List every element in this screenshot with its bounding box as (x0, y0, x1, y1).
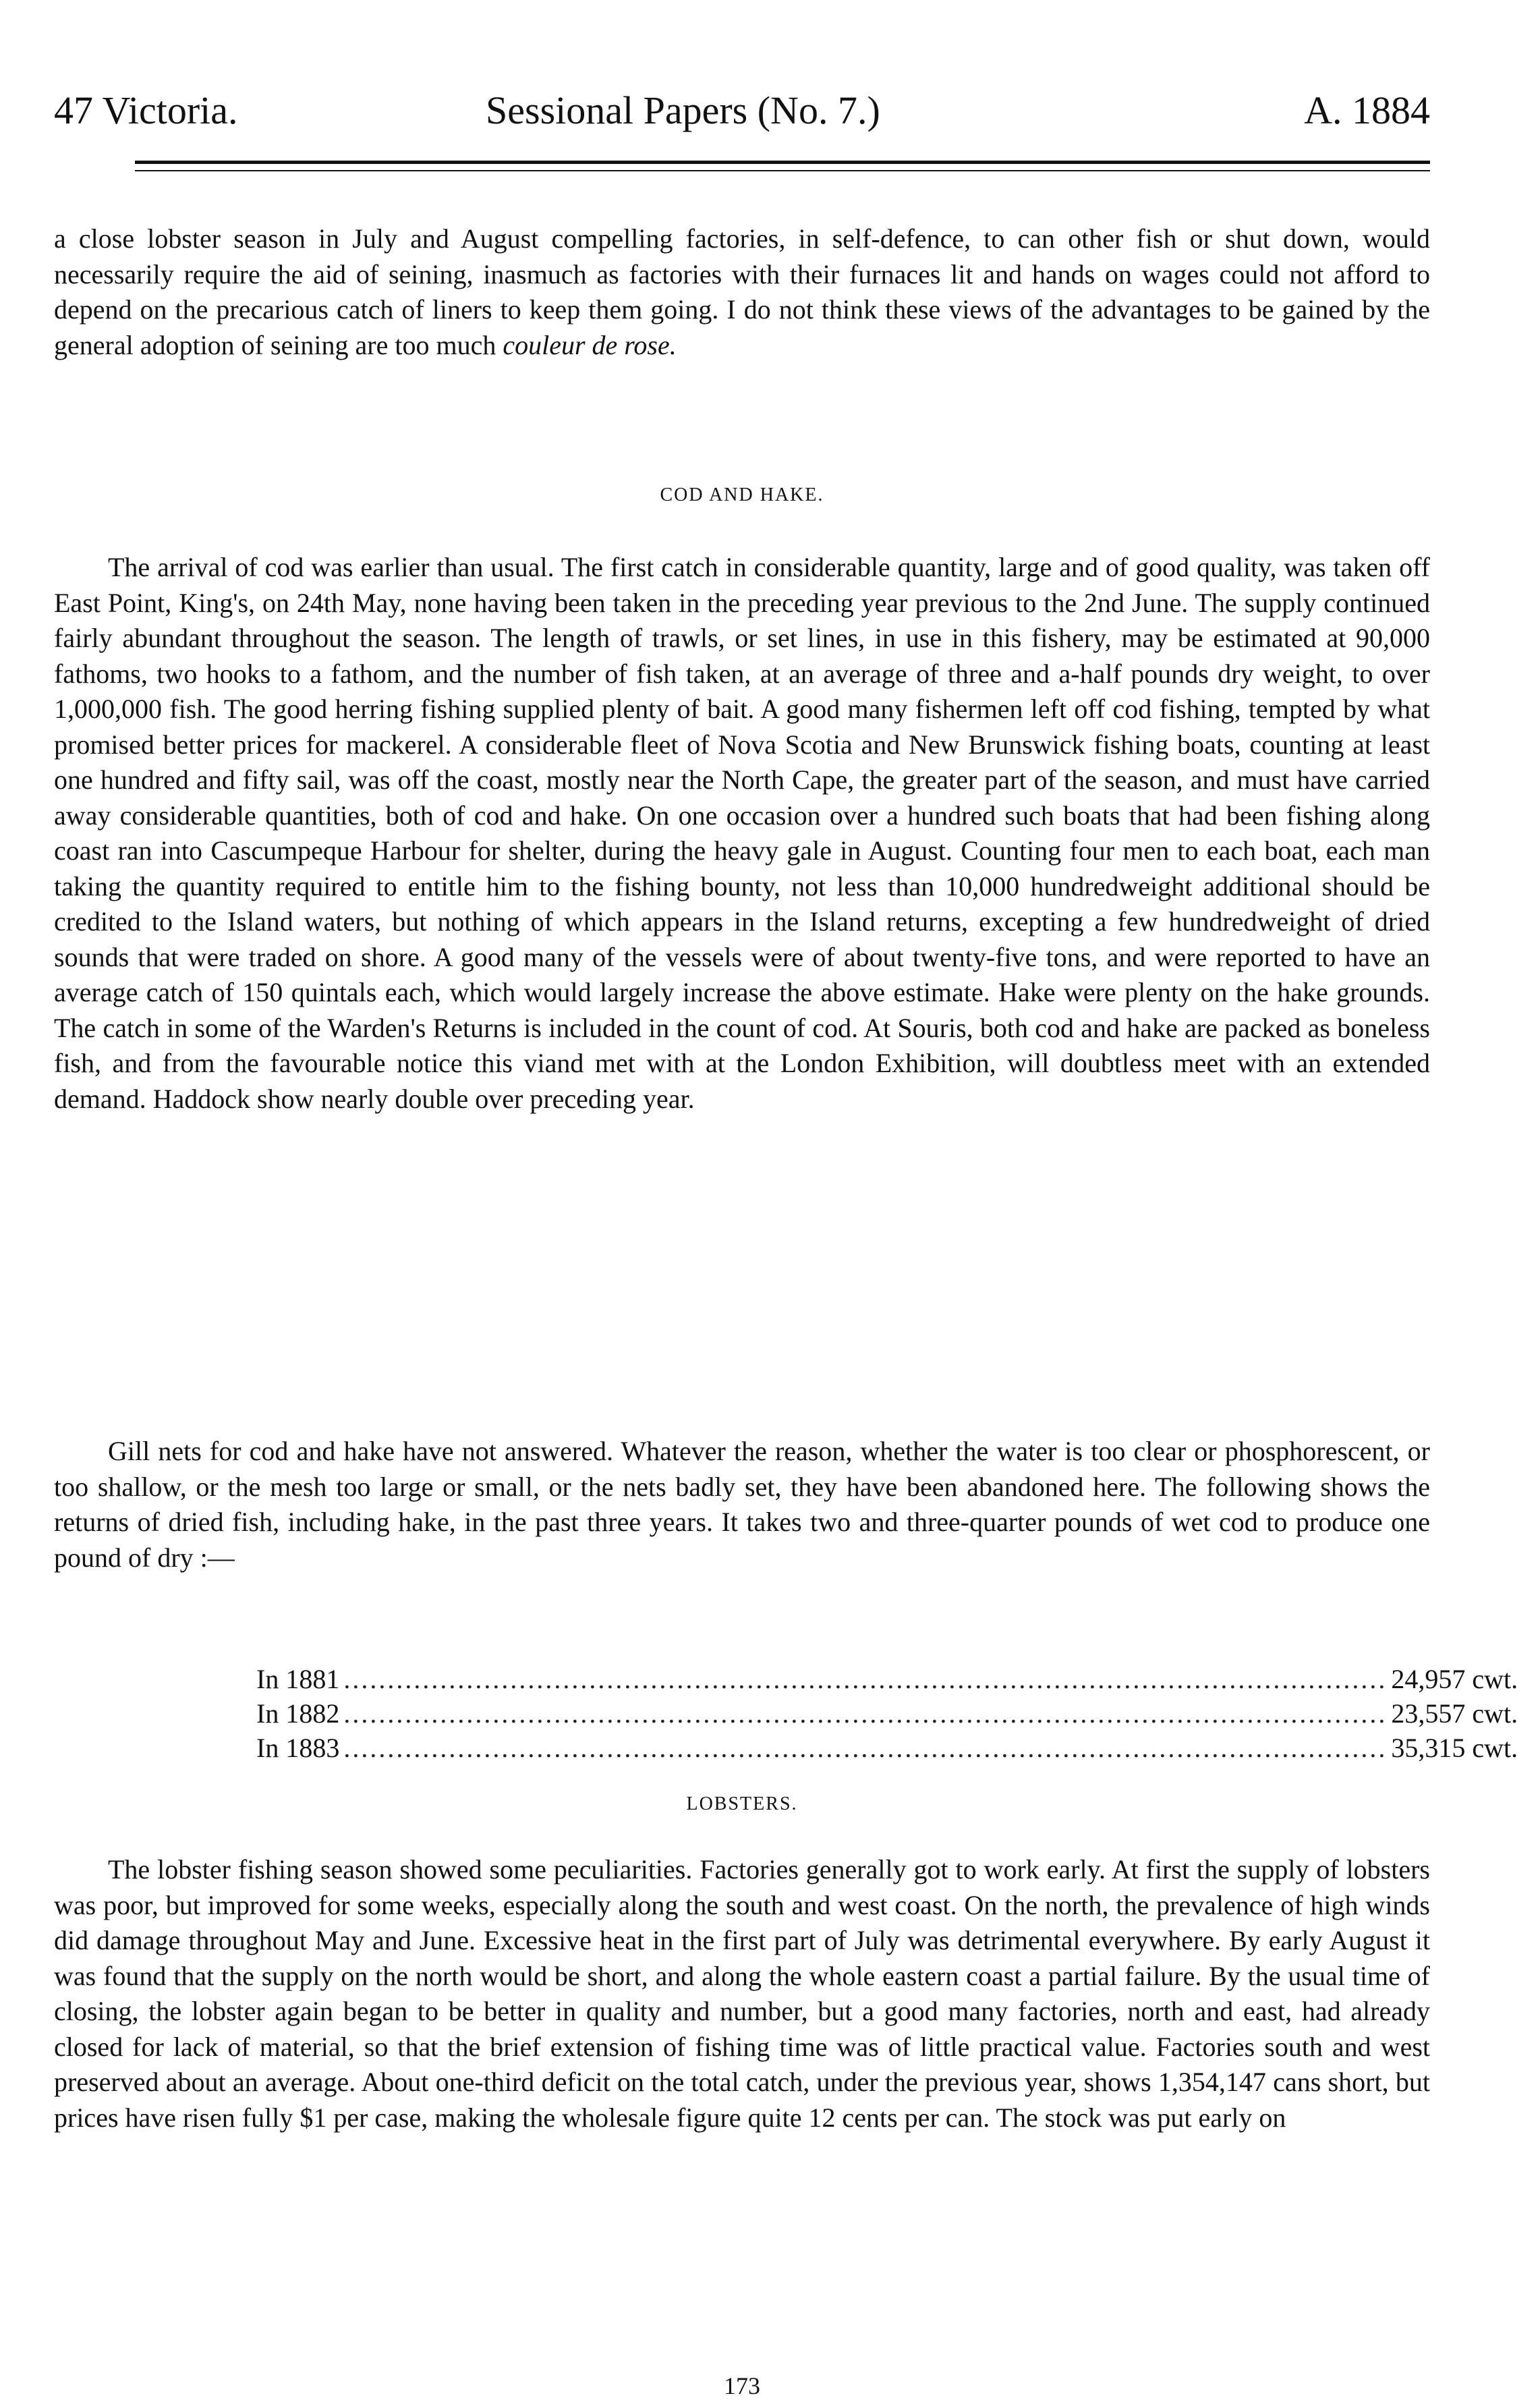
returns-row (256, 1731, 1518, 1765)
heading-lobsters: LOBSTERS. (686, 1793, 798, 1814)
header-year: A. 1884 (1304, 88, 1430, 132)
returns-value: 35,315 cwt. (1391, 1733, 1518, 1763)
paragraph-seining-text: a close lobster season in July and August compelling factories, in self-defence, to can other fish or shut down, would necessarily require the aid of seining, inasmuch as factories with their furnaces lit and hands on wages could not afford to depend on the precarious catch of liners to keep them going. I do not think these views of the advantages to be gained by the general adoption of seining are too much (54, 223, 1430, 360)
header-title: Sessional Papers (No. 7.) (486, 88, 880, 132)
returns-value: 24,957 cwt. (1391, 1664, 1518, 1694)
returns-value: 23,557 cwt. (1391, 1698, 1518, 1729)
returns-year: In 1883 (256, 1733, 340, 1763)
paragraph-seining (54, 221, 1430, 363)
running-header (54, 81, 1430, 142)
heading-cod-and-hake: COD AND HAKE. (660, 484, 824, 505)
leader-dots: ....................................................................................................................... (343, 1664, 1388, 1694)
paragraph-lobster-season: The lobster fishing season showed some peculiarities. Factories generally got to work early. At first the supply of lobsters was poor, but improved for some weeks, especially along the south and west coast. On the north, the prevalence of high winds did damage throughout May and June. Excessive heat in the first part of July was detrimental everywhere. By early August it was found that the supply on the north would be short, and along the whole eastern coast a partial failure. By the usual time of closing, the lobster again began to be better in quality and number, but a good many factories, north and east, had already closed for lack of material, so that the brief extension of fishing time was of little practical value. Factories south and west preserved about an average. About one-third deficit on the total catch, under the previous year, shows 1,354,147 cans short, but prices have risen fully $1 per case, making the wholesale figure quite 12 cents per can. The stock was put early on (54, 1854, 1430, 2133)
paragraph-cod-arrival: The arrival of cod was earlier than usual. The first catch in considerable quantity, large and of good quality, was taken off East Point, King's, on 24th May, none having been taken in the preceding year previous to the 2nd June. The supply continued fairly abundant throughout the season. The length of trawls, or set lines, in use in this fishery, may be estimated at 90,000 fathoms, two hooks to a fathom, and the number of fish taken, at an average of three and a-half pounds dry weight, to over 1,000,000 fish. The good herring fishing supplied plenty of bait. A good many fishermen left off cod fishing, tempted by what promised better prices for mackerel. A considerable fleet of Nova Scotia and New Brunswick fishing boats, counting at least one hundred and fifty sail, was off the coast, mostly near the North Cape, the greater part of the season, and must have carried away considerable quantities, both of cod and hake. On one occasion over a hundred such boats that had been fishing along coast ran into Cascumpeque Harbour for shelter, during the heavy gale in August. Counting four men to each boat, each man taking the quantity required to entitle him to the fishing bounty, not less than 10,000 hundredweight additional should be credited to the Island waters, but nothing of which appears in the Island returns, excepting a few hundredweight of dried sounds that were traded on shore. A good many of the vessels were of about twenty-five tons, and were reported to have an average catch of 150 quintals each, which would largely increase the above estimate. Hake were plenty on the hake grounds. The catch in some of the Warden's Returns is included in the count of cod. At Souris, both cod and hake are packed as boneless fish, and from the favourable notice this viand met with at the London Exhibition, will doubtless meet with an extended demand. Haddock show nearly double over preceding year. (54, 552, 1430, 1114)
returns-row (256, 1662, 1518, 1696)
paragraph-seining-italic: couleur de rose. (503, 329, 677, 360)
header-rule-thick (135, 161, 1430, 164)
returns-year: In 1882 (256, 1698, 340, 1729)
dried-fish-returns (256, 1662, 1518, 1765)
header-rule-thin (135, 170, 1430, 171)
page-number: 173 (724, 2372, 760, 2399)
returns-year: In 1881 (256, 1664, 340, 1694)
leader-dots: ....................................................................................................................... (343, 1698, 1388, 1729)
document-page (54, 81, 1518, 2399)
header-regnal-year: 47 Victoria. (54, 88, 238, 132)
returns-row (256, 1696, 1518, 1731)
leader-dots: ....................................................................................................................... (343, 1733, 1388, 1763)
paragraph-gill-nets: Gill nets for cod and hake have not answered. Whatever the reason, whether the water is too clear or phosphorescent, or too shallow, or the mesh too large or small, or the nets badly set, they have been abandoned here. The following shows the returns of dried fish, including hake, in the past three years. It takes two and three-quarter pounds of wet cod to produce one pound of dry :— (54, 1436, 1430, 1573)
